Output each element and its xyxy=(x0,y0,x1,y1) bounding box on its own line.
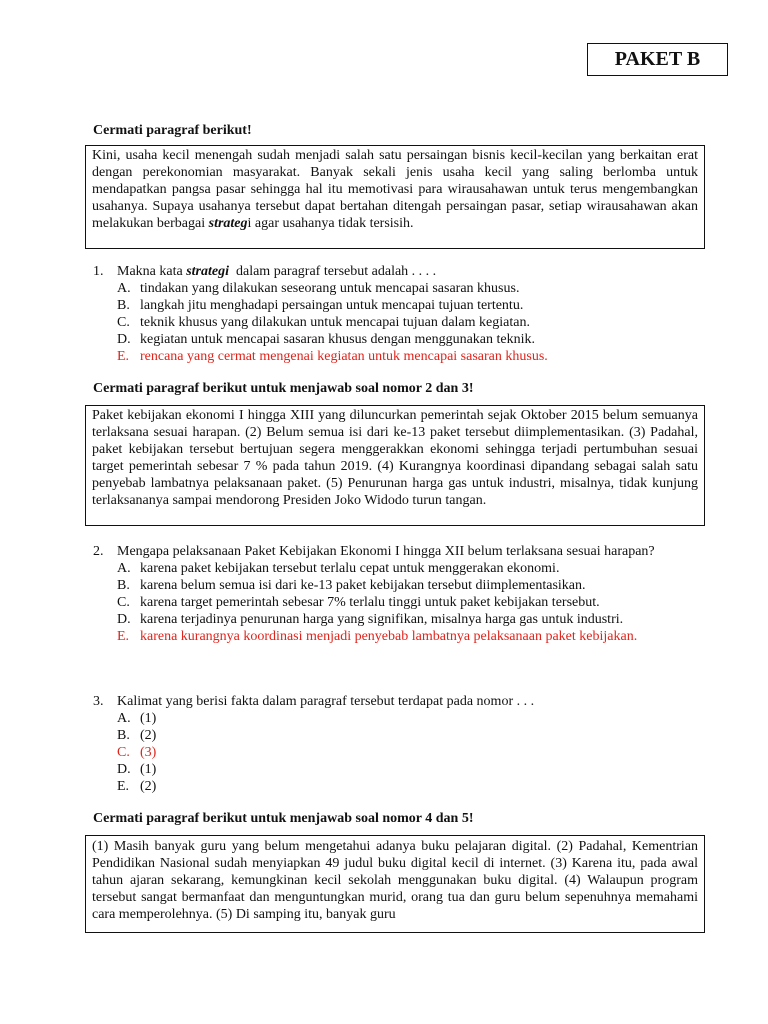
question-1-stem: 1. Makna kata strategi dalam paragraf tersebut adalah . . . . xyxy=(93,264,437,279)
question-3-stem: 3. Kalimat yang berisi fakta dalam paragraf tersebut terdapat pada nomor . . . xyxy=(93,694,535,709)
heading-passage-3: Cermati paragraf berikut untuk menjawab soal nomor 4 dan 5! xyxy=(93,811,474,826)
question-1-option-d: D. kegiatan untuk mencapai sasaran khusus dengan menggunakan teknik. xyxy=(117,332,535,347)
question-3-option-d: D. (1) xyxy=(117,762,157,777)
question-1 xyxy=(93,263,675,365)
question-1-option-e-answer: E. rencana yang cermat mengenai kegiatan untuk mencapai sasaran khusus. xyxy=(117,349,548,364)
question-1-option-b: B. langkah jitu menghadapi persaingan untuk mencapai tujuan tertentu. xyxy=(117,298,524,313)
question-2-option-b: B. karena belum semua isi dari ke-13 paket kebijakan tersebut diimplementasikan. xyxy=(117,578,586,593)
question-2-option-c: C. karena target pemerintah sebesar 7% terlalu tinggi untuk paket kebijakan tersebut. xyxy=(117,595,600,610)
question-2-option-e-answer: E. karena kurangnya koordinasi menjadi penyebab lambatnya pelaksanaan paket kebijakan. xyxy=(117,629,638,644)
passage-2-text: Paket kebijakan ekonomi I hingga XIII yang diluncurkan pemerintah sejak Oktober 2015 belum semuanya terlaksana sesuai harapan. (2) Belum semua isi dari ke-13 paket tersebut diimplementasikan. (3) Padahal, paket kebijakan tersebut bertujuan segera menggerakkan ekonomi sehingga terjadi pertumbuhan sesuai target pemerintah sebesar 7 % pada tahun 2019. (4) Kurangnya koordinasi dipandang sebagai salah satu penyebab lambatnya pelaksanaan paket. (5) Penurunan harga gas untuk industri, misalnya, tidak kunjung terlaksananya sampai mendorong Presiden Joko Widodo turun tangan. xyxy=(92,408,698,508)
passage-3-text: (1) Masih banyak guru yang belum mengetahui adanya buku pelajaran digital. (2) Padahal, Kementrian Pendidikan Nasional sudah menyiapkan 49 judul buku digital kecil di internet. (3) Karena itu, pada awal tahun ajaran sekarang, kemungkinan kecil sekolah menggunakan buku digital. (4) Walaupun program tersebut sangat bermanfaat dan menguntungkan murid, orang tua dan guru belum sepenuhnya memahami cara memperolehnya. (5) Di samping itu, banyak guru xyxy=(92,839,698,922)
question-2-stem: 2. Mengapa pelaksanaan Paket Kebijakan Ekonomi I hingga XII belum terlaksana sesuai harapan? xyxy=(93,544,655,559)
heading-passage-1: Cermati paragraf berikut! xyxy=(93,123,252,138)
passage-2-box xyxy=(85,405,705,526)
paket-label: PAKET B xyxy=(587,43,728,76)
question-2-option-d: D. karena terjadinya penurunan harga yang signifikan, misalnya harga gas untuk industri. xyxy=(117,612,624,627)
passage-1-text: Kini, usaha kecil menengah sudah menjadi salah satu persaingan bisnis kecil-kecilan yang berkaitan erat dengan perekonomian masyarakat. Banyak sekali jenis usaha kecil yang saling berlomba untuk mendapatkan pangsa pasar sehingga hal itu memotivasi para wirausahawan untuk terus mengembangkan usahanya. Supaya usahanya tersebut dapat bertahan ditengah persaingan pasar, setiap wirausahawan akan melakukan berbagai strategi agar usahanya tidak tersisih. xyxy=(92,148,698,231)
question-2-option-a: A. karena paket kebijakan tersebut terlalu cepat untuk menggerakan ekonomi. xyxy=(117,561,560,576)
question-1-option-c: C. teknik khusus yang dilakukan untuk mencapai tujuan dalam kegiatan. xyxy=(117,315,530,330)
question-2 xyxy=(93,543,675,645)
question-3-option-c-answer: C. (3) xyxy=(117,745,157,760)
question-1-option-a: A. tindakan yang dilakukan seseorang untuk mencapai sasaran khusus. xyxy=(117,281,520,296)
passage-1-box xyxy=(85,145,705,249)
passage-3-box xyxy=(85,835,705,933)
question-3-option-b: B. (2) xyxy=(117,728,157,743)
heading-passage-2: Cermati paragraf berikut untuk menjawab soal nomor 2 dan 3! xyxy=(93,381,474,396)
question-3 xyxy=(93,693,675,795)
question-3-option-a: A. (1) xyxy=(117,711,157,726)
strategi-emphasis: strateg xyxy=(208,216,248,231)
question-3-option-e: E. (2) xyxy=(117,779,157,794)
